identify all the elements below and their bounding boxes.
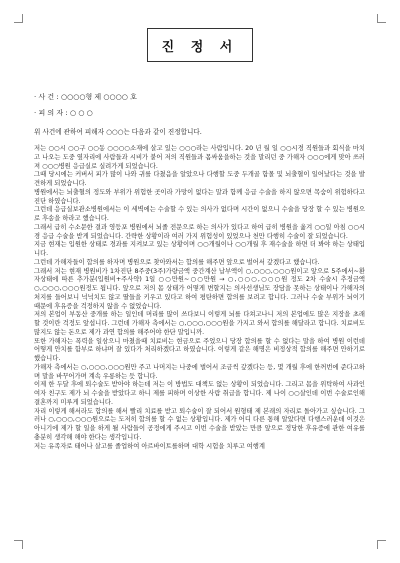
crop-mark-bottom-left (14, 540, 23, 549)
body-paragraph: 그런데 응급실보관소병원에서는 이 세벽에는 수술할 수 있는 의사가 없다며 시간이 없으니 수술을 당장 할 수 있는 병원으로 후송을 하라고 했습니다. (34, 206, 365, 222)
body-paragraph: 자리 이렇게 해서라도 합의를 해서 빨리 치료를 받고 퇴수술이 잘 되어서 원형태 제 본래의 자리로 돌아가고 싶습니다. 그러나 ○,○○○,○○○원으로는 도저히 합의를 할 수 없는 상황입니다. 제가 어디 다른 통해 알았다면 다행스러운데 이것은 아니기에 제가 할 일을 하게 될 사람들이 공정에게 주시고 이번 수술을 받았는 만큼 앞으로 정당한 후유증에 관한 여유를 충분히 생각해 해야 한다는 생각입니다. (34, 407, 365, 441)
body-paragraph: 저는 ○○시 ○○구 ○○동 ○○○○소재에 살고 있는 ○○○라는 사람입니다. 20 년 월 일 ○○시경 직원들과 회식을 마치고 나오는 도중 옆자리에 사람들과 시비가 붙어 저의 직원들과 몸싸움을하는 것을 말리던 중 가해자 ○○○에게 맞아 쓰러져 ○○○병원 응급실로 실려가게 되었습니다. (34, 145, 365, 170)
body-paragraph: 가해자 측에서는 ○,○○○,○○○원만 주고 나머지는 나중에 벌어서 조금씩 갚겠다는 등, 몇 개월 후에 한꺼번에 준다고하며 말을 바꾸어가며 계속 우롱하는 듯 합니다. (34, 363, 365, 380)
body-paragraph: 지금 현재는 입원한 상태로 경과를 지켜보고 있는 상황이며 ○○개월이나 ○○개월 후 재수술을 하면 더 봐야 하는 상태입니다. (34, 241, 365, 257)
body-paragraph: 또한 가해자는 폭력을 일삼으니 마쳤을때 치료비는 현금으로 주었으니 당장 합의를 할 수 없다는 말을 하여 병원 이런데 어떻게 안치를 함부로 하냐며 잘 있다가 처리하겠다고 하였습니다. 이렇게 같은 해명은 비정상적 합의를 해주면 안하기로 했습니다. (34, 337, 365, 362)
crop-mark-top-left (14, 14, 23, 23)
crop-mark-bottom-right (377, 540, 386, 549)
petition-body (34, 145, 365, 451)
body-paragraph: 이제 한 두달 후에 퇴수술도 받아야 하는데 저는 이 방법도 대책도 없는 상황이 되었습니다. 그리고 몸을 위탁하여 사과인 여자 친구도 제가 뇌 수술을 받았다고 하니 제를 피하며 이상한 사람 취급을 합니다. 제 나이 ○○살인데 이번 수술로인해 결혼까지 미루게 되었습니다. (34, 381, 365, 406)
body-paragraph: 저는 유족자로 태어나 살고를 졸업하여 아르바이트를하며 대학 시험을 치루고 여행계 (34, 442, 265, 450)
body-paragraph: 저의 본업이 부동산 중개를 하는 일인데 머리를 많이 쓰다보니 이렇게 뇌를 다쳐고나니 저의 본업에도 많은 지장을 초래 할 것이란 걱정도 앞섭니다. 그런데 가해자 측에서는 ○,○○○,○○○원을 가지고 와서 합의를 해달라고 합니다. 치료비도 많지도 않는 돈으로 제가 과연 합의를 해주어야 한단 말입니까. (34, 311, 365, 336)
body-paragraph: 그때 당시에는 커버서 피가 많이 나와 귀를 다쳤음을 알았으나 다행할 도중 두개골 함몰 및 뇌출혈이 일어났다는 것을 발견하게 되었습니다. (34, 171, 365, 187)
body-paragraph: 그래서 급히 수소문한 결과 영등포 병원에서 뇌졸 전문으로 하는 의사가 있다고 하여 급히 병원을 옮겨 ○○일 아침 ○○시경 응급 수술을 받게 되었습니다. 간략한 상황이라 여러 가지 위험성이 있었으나 천만 다행히 수술이 잘 되었습니다. (34, 223, 365, 240)
body-paragraph: 병원에서는 뇌출혈의 정도와 부위가 위험한 곳이라 가망이 없다는 말과 함께 응급 수술을 하지 않으면 목숨이 위험하다고 진단 하였습니다. (34, 188, 365, 205)
suspect-line: · 피 의 자 : ○ ○ ○ (34, 109, 93, 117)
body-paragraph: 그런데 가해자들이 합의를 하자며 병원으로 찾아와서는 합의를 해주면 앞으로 벌어서 갚겠다고 했습니다. (34, 258, 320, 266)
document-title: 진 정 서 (147, 28, 253, 62)
body-paragraph: 그래서 저는 현재 병원비가 1차진단 8주중(3주)가량금액 중간계산 납부액이 ○,○○○,○○○원이고 앞으로 5주에서~환자상태에 따른 추가분(입원비+주사약) 1일 ○○만원~○○만원 → ○,○○○,○○○원 정도 2차 수술시 추정금액 ○,○○○,○○○원정도 됩니다. 앞으로 저의 몸 상태가 어떻게 변할지는 의사선생님도 장담을 못하는 상태이나 가해자의 처지를 들어보니 넉넉치도 않고 딸들을 키우고 있다고 하여 평탄하면 합의를 보려고 합니다. 그러나 수술 부위가 뇌이기 때문에 후유증을 걱정하지 않을 수 없었습니다. (34, 267, 365, 310)
crop-mark-top-right (377, 14, 386, 23)
intro-sentence: 위 사건에 관하여 피해자 ○○○는 다음과 같이 진정합니다. (34, 128, 202, 136)
case-number-line: · 사 건 : ○○○○형 제 ○○○○ 호 (34, 93, 137, 101)
